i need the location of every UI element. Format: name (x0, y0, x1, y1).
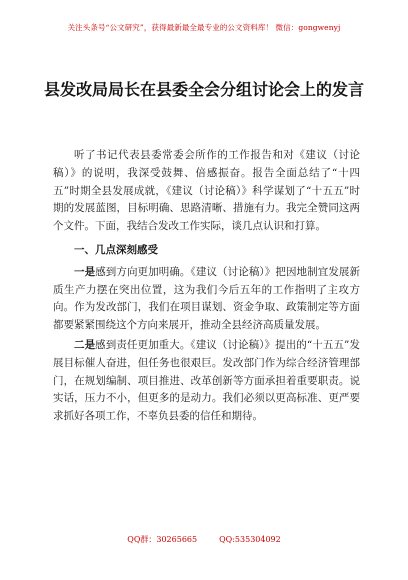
paragraph-1 (53, 264, 360, 335)
paragraph-1-lead: 一是 (74, 265, 96, 278)
document-body (53, 147, 360, 428)
section-heading: 一、几点深刻感受 (74, 243, 158, 256)
paragraph-1-text: 感到方向更加明确。《建议（讨论稿）》把因地制宜发展新质生产力摆在突出位置，这为我们今后五年的工作指明了主攻方向。作为发改部门，我们在项目谋划、资金争取、政策制定等方面都要紧紧围绕这个方向来展开，推动全县经济高质量发展。 (53, 265, 361, 332)
document-title: 县发改局局长在县委全会分组讨论会上的发言 (43, 80, 364, 99)
header-banner: 关注头条号“公文研究”，获得最新最全最专业的公文资料库！ 微信：gongwenyj (67, 23, 341, 32)
footer-qq-group: QQ群：30265665 (127, 535, 198, 544)
paragraph-2-text: 感到责任更加重大。《建议（讨论稿）》提出的“十五五”发展目标催人奋进，但任务也很艰巨。发改部门作为综合经济管理部门，在规划编制、项目推进、改革创新等方面承担着重要职责。说实话，压力不小，但更多的是动力。我们必须以更高标准、更严要求抓好各项工作，不辜负县委的信任和期待。 (53, 338, 360, 423)
intro-paragraph: 听了书记代表县委常委会所作的工作报告和对《建议（讨论稿）》的说明，我深受鼓舞、倍感振奋。报告全面总结了“十四五”时期全县发展成就，《建议（讨论稿）》科学谋划了“十五五”时期的发展蓝图，目标明确、思路清晰、措施有力。我完全赞同这两个文件。下面，我结合发改工作实际，谈几点认识和打算。 (53, 149, 360, 233)
paragraph-2-lead: 二是 (74, 338, 96, 351)
footer-contact (0, 534, 408, 545)
paragraph-2 (53, 337, 360, 426)
footer-qq: QQ:535304092 (219, 535, 281, 544)
